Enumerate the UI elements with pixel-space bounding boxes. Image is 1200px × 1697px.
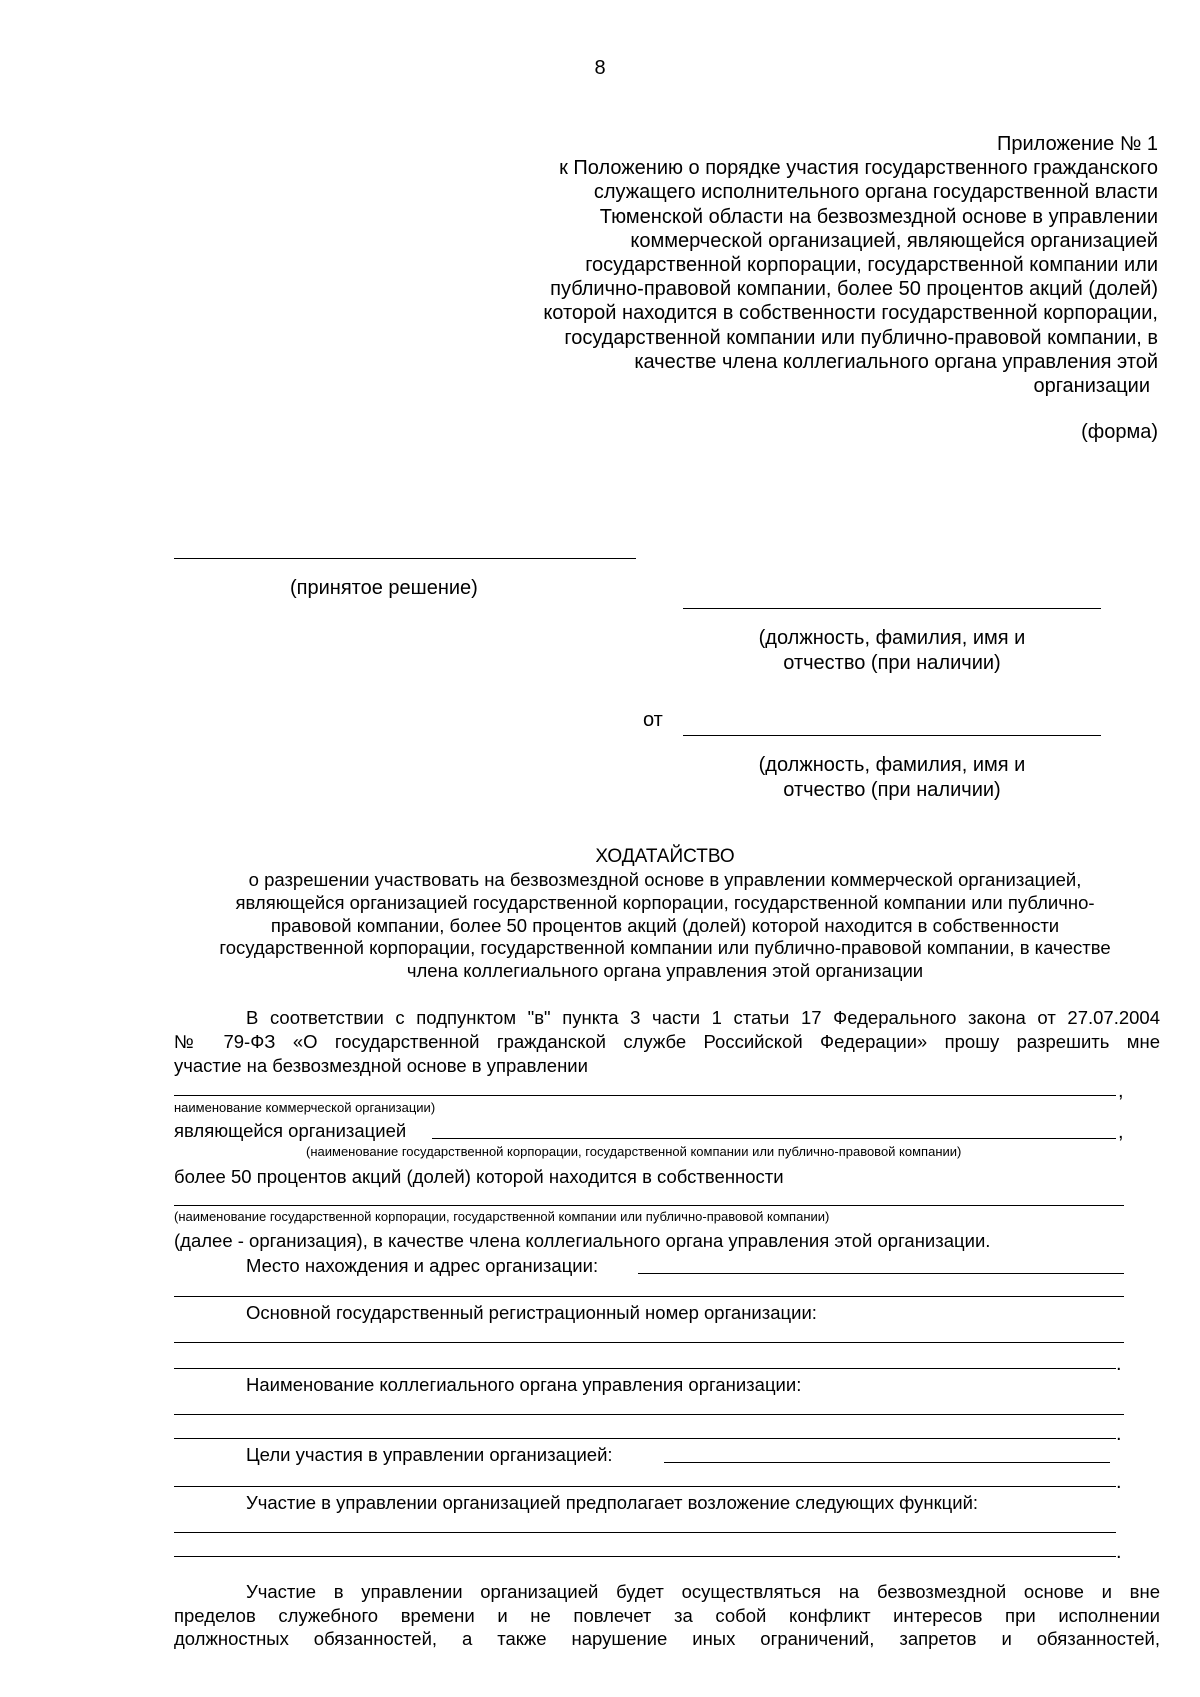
intro-line: № 79-ФЗ «О государственной гражданской службе Российской Федерации» прошу разрешить мне xyxy=(174,1031,1160,1052)
owner-name-line xyxy=(174,1205,1124,1206)
subtitle-line: государственной корпорации, государственной компании или публично-правовой компании, в качестве xyxy=(219,937,1111,959)
appendix-line: государственной корпорации, государственной компании или xyxy=(585,254,1158,277)
addressee-line xyxy=(683,608,1101,609)
functions-line xyxy=(174,1532,1116,1533)
appendix-line: государственной компании или публично-правовой компании, в xyxy=(564,326,1158,349)
being-org-label: являющейся организацией xyxy=(174,1120,407,1141)
subtitle-line: члена коллегиального органа управления этой организации xyxy=(406,960,924,982)
sender-caption-line: (должность, фамилия, имя и xyxy=(758,754,1026,776)
sender-caption-line: отчество (при наличии) xyxy=(783,779,1001,801)
appendix-line: служащего исполнительного органа государственной власти xyxy=(593,181,1158,204)
corp-name-caption: (наименование государственной корпорации, государственной компании или публично-правовой компании) xyxy=(306,1144,962,1159)
closing-line: Участие в управлении организацией будет осуществляться на безвозмездной основе и вне xyxy=(246,1581,1160,1602)
appendix-line: Тюменской области на безвозмездной основе в управлении xyxy=(599,205,1158,228)
closing-line: должностных обязанностей, а также нарушение иных ограничений, запретов и обязанностей, xyxy=(174,1628,1160,1649)
corp-name-line xyxy=(432,1138,1116,1139)
from-label: от xyxy=(643,709,663,731)
sender-line xyxy=(683,735,1101,736)
ogrn-label: Основной государственный регистрационный номер организации: xyxy=(246,1302,817,1323)
ogrn-line-2 xyxy=(174,1368,1116,1369)
period: . xyxy=(1116,1541,1122,1563)
addressee-caption xyxy=(683,626,1101,676)
appendix-block xyxy=(400,132,1158,398)
intro-line: участие на безвозмездной основе в управлении xyxy=(174,1055,588,1076)
decision-caption: (принятое решение) xyxy=(290,577,478,599)
comma: , xyxy=(1118,1080,1124,1102)
hereinafter-line: (далее - организация), в качестве члена коллегиального органа управления этой организации. xyxy=(174,1230,991,1251)
comma: , xyxy=(1118,1121,1124,1143)
more50-label: более 50 процентов акций (долей) которой находится в собственности xyxy=(174,1166,784,1187)
goals-line xyxy=(664,1462,1110,1463)
location-line-2 xyxy=(174,1296,1124,1297)
appendix-line: к Положению о порядке участия государственного гражданского xyxy=(559,157,1158,180)
petition-subtitle xyxy=(170,869,1160,983)
ogrn-line xyxy=(174,1342,1124,1343)
appendix-line: коммерческой организацией, являющейся организацией xyxy=(630,229,1158,252)
goals-line-2 xyxy=(174,1486,1116,1487)
petition-title: ХОДАТАЙСТВО xyxy=(595,846,735,867)
appendix-line: организации xyxy=(1033,375,1150,398)
appendix-line: которой находится в собственности государственной корпорации, xyxy=(543,302,1158,325)
subtitle-line: правовой компании, более 50 процентов акций (долей) которой находится в собственности xyxy=(270,914,1060,936)
board-name-label: Наименование коллегиального органа управления организации: xyxy=(246,1374,802,1395)
addressee-caption-line: отчество (при наличии) xyxy=(783,652,1001,674)
intro-paragraph xyxy=(174,1006,1160,1078)
subtitle-line: о разрешении участвовать на безвозмездной основе в управлении коммерческой организацией, xyxy=(248,869,1082,890)
board-name-line xyxy=(174,1414,1124,1415)
appendix-line: Приложение № 1 xyxy=(997,133,1158,155)
closing-line: пределов служебного времени и не повлечет за собой конфликт интересов при исполнении xyxy=(174,1604,1160,1626)
location-line xyxy=(638,1273,1124,1274)
board-name-line-2 xyxy=(174,1438,1116,1439)
period: . xyxy=(1116,1353,1122,1375)
sender-caption xyxy=(683,753,1101,803)
location-label: Место нахождения и адрес организации: xyxy=(246,1255,599,1276)
form-label: (форма) xyxy=(1081,421,1158,443)
goals-label: Цели участия в управлении организацией: xyxy=(246,1444,613,1465)
owner-name-caption: (наименование государственной корпорации, государственной компании или публично-правовой компании) xyxy=(174,1209,830,1224)
closing-paragraph xyxy=(174,1580,1160,1651)
subtitle-line: являющейся организацией государственной корпорации, государственной компании или публично- xyxy=(235,891,1095,913)
appendix-line: публично-правовой компании, более 50 процентов акций (долей) xyxy=(550,278,1158,301)
period: . xyxy=(1116,1471,1122,1493)
page-number: 8 xyxy=(594,57,606,79)
org-name-caption: наименование коммерческой организации) xyxy=(174,1100,436,1115)
appendix-line: качестве члена коллегиального органа управления этой xyxy=(634,350,1158,373)
functions-label: Участие в управлении организацией предполагает возложение следующих функций: xyxy=(246,1492,979,1513)
addressee-caption-line: (должность, фамилия, имя и xyxy=(758,627,1026,649)
intro-line: В соответствии с подпунктом "в" пункта 3 части 1 статьи 17 Федерального закона от 27.07.2004 xyxy=(246,1007,1160,1028)
decision-line xyxy=(174,558,636,559)
functions-line-2 xyxy=(174,1556,1116,1557)
period: . xyxy=(1116,1423,1122,1445)
org-name-line xyxy=(174,1095,1116,1096)
